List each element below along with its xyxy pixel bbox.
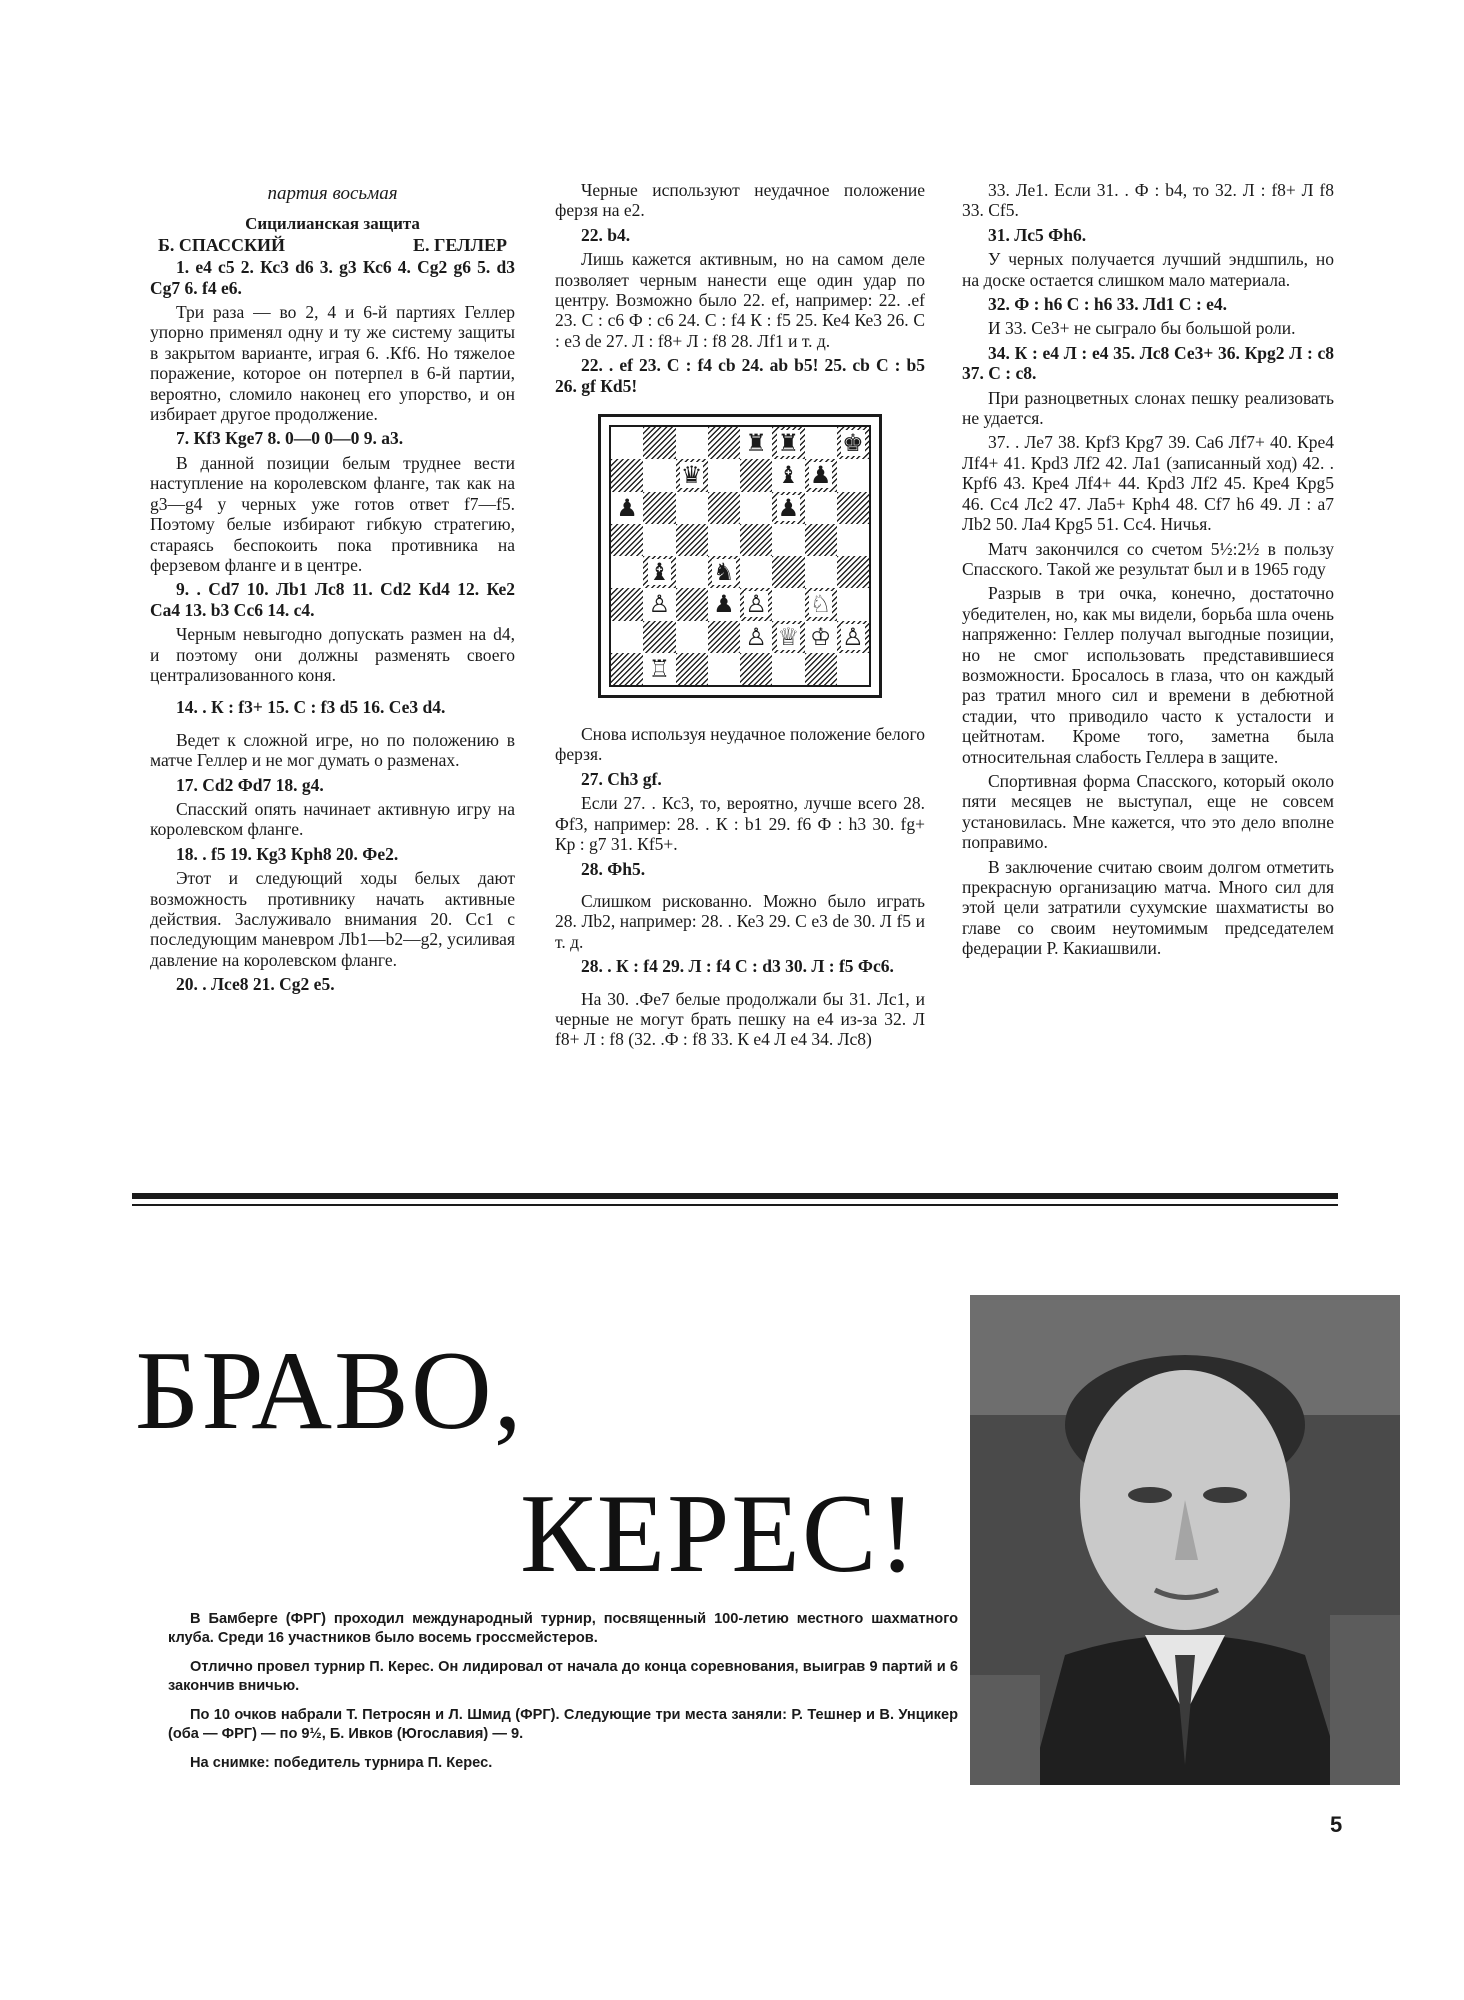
column-left-text: [150, 257, 515, 994]
board-square: [837, 459, 869, 491]
board-square: [837, 653, 869, 685]
chess-piece: ♕: [777, 622, 800, 651]
board-square: [708, 427, 740, 459]
chess-piece: ♔: [809, 622, 832, 651]
board-square: [837, 492, 869, 524]
board-square: [676, 588, 708, 620]
commentary-paragraph: Спортивная форма Спасского, который около пяти месяцев не выступал, еще не совсем установилась. Мне кажется, что это дело вполне поправимо.: [962, 770, 1334, 853]
board-square: [772, 427, 804, 459]
commentary-paragraph: Черным невыгодно допускать размен на d4, и поэтому они должны разменять своего централизованного коня.: [150, 624, 515, 685]
commentary-paragraph: 33. Ле1. Если 31. . Ф : b4, то 32. Л : f8+ Л f8 33. Cf5.: [962, 180, 1334, 221]
commentary-paragraph: Этот и следующий ходы белых дают возможность противнику начать активные действия. Заслуживало внимания 20. Сс1 с последующим маневром Лb1—b2—g2, усиливая давление на королевском фланге.: [150, 868, 515, 970]
board-square: [805, 621, 837, 653]
news-paragraph: На снимке: победитель турнира П. Керес.: [190, 1755, 493, 1771]
board-square: [740, 524, 772, 556]
board-square: [676, 524, 708, 556]
board-square: [611, 492, 643, 524]
board-square: [676, 459, 708, 491]
board-square: [643, 621, 675, 653]
board-square: [611, 524, 643, 556]
news-paragraph: В Бамберге (ФРГ) проходил международный турнир, посвященный 100-летию местного шахматного клуба. Среди 16 участников было восемь гроссмейстеров.: [168, 1611, 958, 1646]
chess-piece: ♙: [745, 590, 767, 619]
column-left: [150, 180, 515, 999]
opening-name: Сицилианская защита: [245, 214, 420, 234]
board-square: [740, 556, 772, 588]
commentary-paragraph: Черные используют неудачное положение ферзя на е2.: [555, 180, 925, 221]
board-square: [837, 427, 869, 459]
chess-piece: ♙: [648, 590, 671, 619]
move-line: 18. . f5 19. Кg3 Кph8 20. Фе2.: [176, 843, 399, 864]
board-square: [708, 588, 740, 620]
board-square: [643, 427, 675, 459]
board-square: [611, 653, 643, 685]
page-number: 5: [1330, 1812, 1343, 1837]
commentary-paragraph: В данной позиции белым труднее вести наступление на королевском фланге, так как на g3—g4 у черных уже готов ответ f7—f5. Поэтому белые избирают гибкую стратегию, стараясь беспокоить пока противника на ферзевом фланге и в центре.: [150, 452, 515, 575]
board-square: [676, 621, 708, 653]
chess-piece: ♟: [809, 461, 832, 490]
commentary-paragraph: Ведет к сложной игре, но по положению в матче Геллер и не мог думать о разменах.: [150, 729, 515, 771]
board-square: [708, 621, 740, 653]
game-title: партия восьмая: [267, 183, 398, 204]
board-square: [643, 459, 675, 491]
chess-piece: ♚: [842, 429, 864, 458]
chess-piece: ♝: [648, 558, 671, 587]
move-line: 22. . ef 23. С : f4 cb 24. ab b5! 25. cb С : b5 26. gf Кd5!: [555, 355, 925, 396]
board-square: [805, 427, 837, 459]
move-line: 1. е4 с5 2. Кс3 d6 3. g3 Кс6 4. Cg2 g6 5. d3 Cg7 6. f4 е6.: [150, 257, 515, 298]
chess-piece: ♜: [745, 429, 767, 458]
board-square: [740, 459, 772, 491]
chess-piece: ♖: [648, 654, 671, 683]
chess-diagram: [598, 414, 882, 698]
commentary-paragraph: Снова используя неудачное положение белого ферзя.: [555, 724, 925, 765]
chess-piece: ♙: [745, 622, 767, 651]
board-square: [611, 427, 643, 459]
board-square: [708, 492, 740, 524]
chess-piece: ♟: [777, 493, 800, 522]
chess-piece: ♜: [777, 429, 800, 458]
board-square: [740, 427, 772, 459]
board-square: [611, 588, 643, 620]
board-square: [837, 621, 869, 653]
chess-board: [609, 425, 871, 687]
move-line: 32. Ф : h6 С : h6 33. Лd1 С : е4.: [988, 294, 1228, 315]
column-middle: [555, 180, 925, 1054]
board-square: [837, 556, 869, 588]
board-square: [740, 492, 772, 524]
section-divider-thin: [132, 1204, 1338, 1206]
commentary-paragraph: Разрыв в три очка, конечно, достаточно убедителен, но, как мы видели, борьба шла очень напряженно: Геллер получал выгодные позиции, но не смог использовать представившиеся возможности. Бросалось в глаза, что он каждый раз тратил много сил и времени в дебютной стадии, что приводило часто к усталости и цейтнотам. Кроме того, заметна была относительная слабость Геллера в защите.: [962, 583, 1334, 767]
move-line: 31. Лс5 Фh6.: [988, 224, 1087, 245]
board-square: [643, 492, 675, 524]
section-divider-thick: [132, 1193, 1338, 1199]
move-line: 14. . К : f3+ 15. С : f3 d5 16. Се3 d4.: [176, 697, 446, 718]
commentary-paragraph: Если 27. . Кс3, то, вероятно, лучше всего 28. Фf3, например: 28. . К : b1 29. f6 Ф : h3 30. fg+ Кр : g7 31. Кf5+.: [555, 793, 925, 855]
move-line: 20. . Лсе8 21. Cg2 е5.: [176, 974, 335, 995]
board-square: [611, 459, 643, 491]
chess-piece: ♟: [713, 590, 735, 619]
portrait-illustration: [970, 1295, 1400, 1785]
column-right: [962, 180, 1334, 963]
commentary-paragraph: 37. . Ле7 38. Кpf3 Кpg7 39. Са6 Лf7+ 40. Кре4 Лf4+ 41. Кpd3 Лf2 42. Ла1 (записанный ход) 42. . Кpf6 43. Кре4 Лf4+ 44. Кpd3 Лf2 45. Кре4 Кpg5 46. Сс4 Лс2 47. Ла5+ Кph4 48. Cf7 h6 49. Л : а7 Лb2 50. Ла4 Кpg5 51. Сс4. Ничья.: [962, 432, 1334, 535]
board-square: [772, 459, 804, 491]
move-line: 22. b4.: [581, 224, 631, 245]
board-square: [805, 459, 837, 491]
move-line: 7. Кf3 Кge7 8. 0—0 0—0 9. а3.: [176, 428, 404, 449]
board-square: [708, 653, 740, 685]
move-line: 9. . Cd7 10. Лb1 Лс8 11. Cd2 Кd4 12. Ке2 Са4 13. b3 Сс6 14. с4.: [150, 579, 515, 620]
move-line: 34. К : е4 Л : е4 35. Лс8 Се3+ 36. Кpg2 Л : с8 37. С : с8.: [962, 342, 1334, 384]
board-square: [805, 653, 837, 685]
board-square: [805, 588, 837, 620]
commentary-paragraph: И 33. Се3+ не сыграло бы большой роли.: [988, 318, 1296, 339]
board-square: [643, 588, 675, 620]
board-square: [805, 556, 837, 588]
board-square: [772, 492, 804, 524]
board-square: [740, 621, 772, 653]
chess-piece: ♘: [809, 590, 832, 619]
column-right-text: [962, 180, 1334, 959]
board-square: [805, 524, 837, 556]
board-square: [708, 524, 740, 556]
board-square: [708, 459, 740, 491]
black-player: Е. ГЕЛЛЕР: [412, 234, 507, 255]
board-square: [837, 588, 869, 620]
board-square: [611, 621, 643, 653]
board-square: [676, 492, 708, 524]
headline-line-2: КЕРЕС!: [520, 1472, 918, 1596]
keres-photo: [970, 1295, 1400, 1785]
board-square: [676, 556, 708, 588]
column-middle-text-bottom: [555, 724, 925, 1050]
commentary-paragraph: Три раза — во 2, 4 и 6-й партиях Геллер упорно применял одну и ту же систему защиты в закрытом варианте, играя 6. .Кf6. Но тяжелое поражение, которое он потерпел в 6-й партии, вероятно, сломило наконец его упорство, и он избирает другое продолжение.: [150, 302, 515, 425]
players-line: [150, 235, 515, 255]
board-square: [676, 427, 708, 459]
column-middle-text-top: [555, 180, 925, 396]
board-square: [740, 588, 772, 620]
board-square: [643, 653, 675, 685]
board-square: [740, 653, 772, 685]
board-square: [772, 556, 804, 588]
headline-line-1: БРАВО,: [135, 1329, 524, 1453]
board-square: [772, 588, 804, 620]
news-paragraph: Отлично провел турнир П. Керес. Он лидировал от начала до конца соревнования, выиграв 9 партий и 6 закончив вничью.: [168, 1659, 958, 1694]
move-line: 28. . К : f4 29. Л : f4 С : d3 30. Л : f5 Фс6.: [581, 956, 894, 977]
chess-piece: ♙: [842, 622, 864, 651]
move-line: 27. Ch3 gf.: [581, 768, 662, 789]
commentary-paragraph: Спасский опять начинает активную игру на королевском фланге.: [150, 798, 515, 840]
board-square: [772, 524, 804, 556]
board-square: [805, 492, 837, 524]
commentary-paragraph: У черных получается лучший эндшпиль, но на доске остается слишком мало материала.: [962, 249, 1334, 290]
board-square: [772, 653, 804, 685]
chess-piece: ♝: [777, 461, 800, 490]
commentary-paragraph: При разноцветных слонах пешку реализовать не удается.: [962, 387, 1334, 429]
board-square: [837, 524, 869, 556]
move-line: 28. Фh5.: [581, 858, 646, 879]
move-line: 17. Cd2 Фd7 18. g4.: [176, 774, 324, 795]
chess-piece: ♟: [616, 493, 638, 522]
board-square: [708, 556, 740, 588]
chess-piece: ♞: [713, 558, 735, 587]
commentary-paragraph: На 30. .Фе7 белые продолжали бы 31. Лс1, и черные не могут брать пешку на е4 из-за 32. Л f8+ Л : f8 (32. .Ф : f8 33. К е4 Л е4 34. Лс8): [555, 988, 925, 1050]
chess-piece: ♛: [680, 461, 703, 490]
board-square: [611, 556, 643, 588]
white-player: Б. СПАССКИЙ: [158, 234, 286, 255]
board-square: [643, 524, 675, 556]
commentary-paragraph: Лишь кажется активным, но на самом деле позволяет черным нанести еще один удар по центру. Возможно было 22. ef, например: 22. .ef 23. С : с6 Ф : с6 24. С : f4 К : f5 25. Ке4 Ке3 26. С : е3 de 27. Л : f8+ Л : f8 28. Лf1 и т. д.: [555, 249, 925, 351]
board-square: [643, 556, 675, 588]
commentary-paragraph: Матч закончился со счетом 5½:2½ в пользу Спасского. Такой же результат был и в 1965 году: [962, 538, 1334, 579]
board-square: [676, 653, 708, 685]
commentary-paragraph: Слишком рискованно. Можно было играть 28. Лb2, например: 28. . Ке3 29. С е3 de 30. Л f5 и т. д.: [555, 890, 925, 952]
commentary-paragraph: В заключение считаю своим долгом отметить прекрасную организацию матча. Много сил для этой цели затратили сухумские шахматисты во главе со своим неутомимым председателем федерации Р. Какиашвили.: [962, 856, 1334, 959]
board-square: [772, 621, 804, 653]
news-paragraph: По 10 очков набрали Т. Петросян и Л. Шмид (ФРГ). Следующие три места заняли: Р. Тешнер и В. Унцикер (оба — ФРГ) — по 9½, Б. Ивков (Югославия) — 9.: [168, 1707, 958, 1742]
news-text: [168, 1610, 958, 1783]
